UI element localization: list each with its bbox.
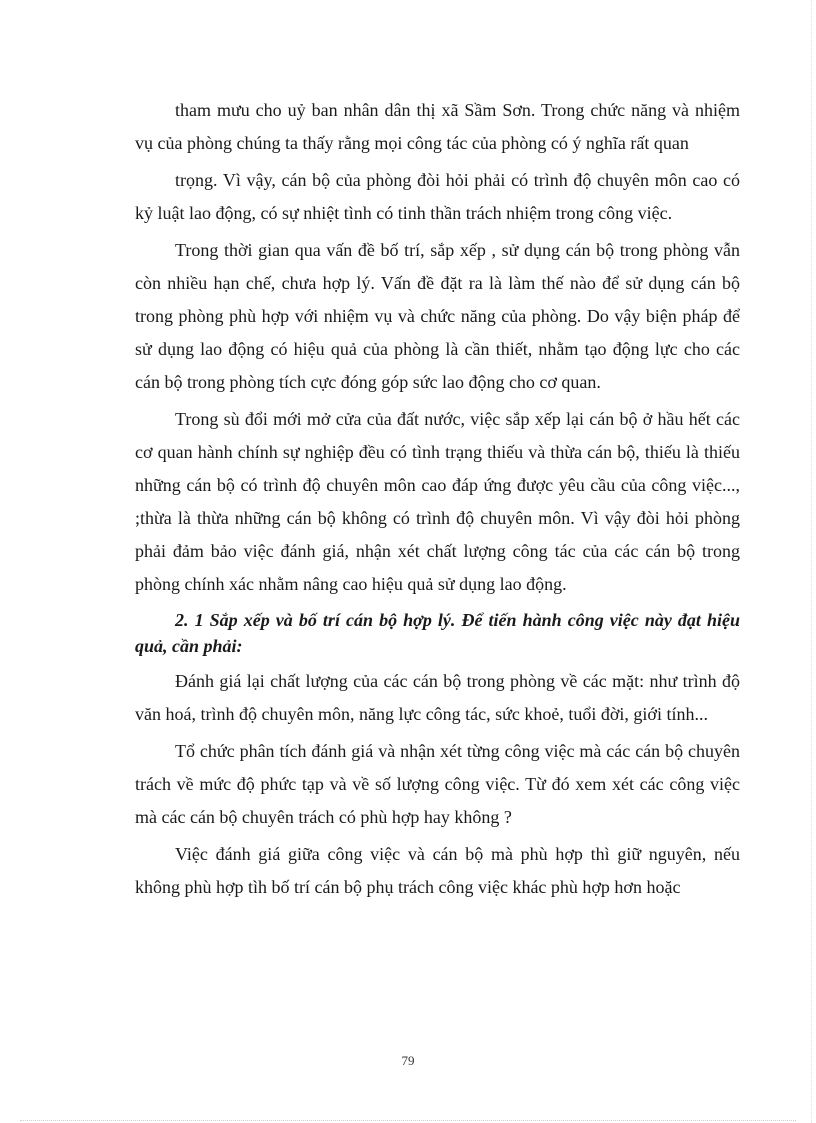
page-bottom-border [20,1120,796,1121]
document-page [135,94,740,908]
section-heading: 2. 1 Sắp xếp và bố trí cán bộ hợp lý. Để tiến hành công việc này đạt hiệu quả, cần phải: [135,610,740,656]
paragraph-work-analysis: Tổ chức phân tích đánh giá và nhận xét từng công việc mà các cán bộ chuyên trách về mức độ phức tạp và về số lượng công việc. Từ đó xem xét các công việc mà các cán bộ chuyên trách có phù hợp hay không ? [135,741,740,827]
paragraph-reassignment: Việc đánh giá giữa công việc và cán bộ mà phù hợp thì giữ nguyên, nếu không phù hợp tìh bố trí cán bộ phụ trách công việc khác phù hợp hơn hoặc [135,844,740,897]
page-number: 79 [401,1053,415,1068]
paragraph-quality-assessment: Đánh giá lại chất lượng của các cán bộ trong phòng về các mặt: như trình độ văn hoá, trình độ chuyên môn, năng lực công tác, sức khoẻ, tuổi đời, giới tính... [135,671,740,724]
page-right-border [811,0,812,1123]
paragraph-advisory-role: tham mưu cho uỷ ban nhân dân thị xã Sầm Sơn. Trong chức năng và nhiệm vụ của phòng chúng ta thấy rằng mọi công tác của phòng có ý nghĩa rất quan [135,100,740,153]
paragraph-staff-requirements: trọng. Vì vậy, cán bộ của phòng đòi hỏi phải có trình độ chuyên môn cao có kỷ luật lao động, có sự nhiệt tình có tinh thần trách nhiệm trong công việc. [135,170,740,223]
paragraph-staff-arrangement: Trong thời gian qua vấn đề bố trí, sắp xếp , sử dụng cán bộ trong phòng vẫn còn nhiều hạn chế, chưa hợp lý. Vấn đề đặt ra là làm thế nào để sử dụng cán bộ trong phòng phù hợp với nhiệm vụ và chức năng của phòng. Do vậy biện pháp để sử dụng lao động có hiệu quả của phòng là cần thiết, nhằm tạo động lực cho các cán bộ trong phòng tích cực đóng góp sức lao động cho cơ quan. [135,240,740,392]
paragraph-reform-context: Trong sù đổi mới mở cửa của đất nước, việc sắp xếp lại cán bộ ở hầu hết các cơ quan hành chính sự nghiệp đều có tình trạng thiếu và thừa cán bộ, thiếu là thiếu những cán bộ có trình độ chuyên môn cao đáp ứng được yêu cầu của công việc..., ;thừa là thừa những cán bộ không có trình độ chuyên môn. Vì vậy đòi hỏi phòng phải đảm bảo việc đánh giá, nhận xét chất lượng công tác của các cán bộ trong phòng chính xác nhằm nâng cao hiệu quả sử dụng lao động. [135,409,740,594]
